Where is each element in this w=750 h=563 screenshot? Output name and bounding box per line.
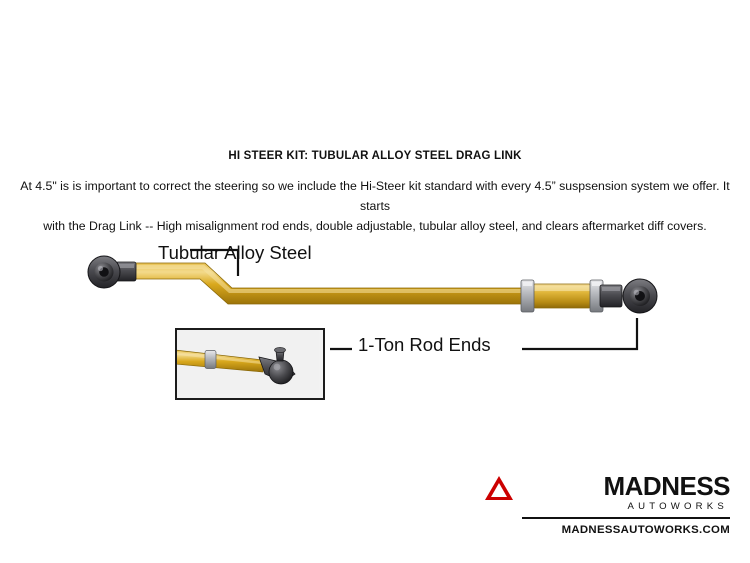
description-line-2: with the Drag Link -- High misalignment rod ends, double adjustable, tubular alloy steel, and clears aftermarket diff covers.: [43, 219, 707, 233]
madness-triangle-icon: [484, 475, 514, 501]
brand-url: MADNESSAUTOWORKS.COM: [561, 524, 730, 536]
brand-subtitle: AUTOWORKS: [627, 501, 728, 512]
adjuster-sleeve: [532, 284, 592, 308]
rod-end-detail-inset: [175, 328, 325, 400]
brand-block: [520, 472, 730, 536]
page-description: [8, 176, 742, 236]
brand-divider: [522, 517, 730, 519]
rod-end-right: [600, 279, 657, 313]
rod-end-left: [88, 256, 136, 288]
description-line-1: At 4.5" is is important to correct the steering so we include the Hi-Steer kit standard with every 4.5” suspsension system we offer. It starts: [20, 179, 730, 213]
callout-one-ton-rod-ends: 1-Ton Rod Ends: [358, 334, 491, 355]
page-title: HI STEER KIT: TUBULAR ALLOY STEEL DRAG LINK: [228, 150, 522, 162]
callout-tubular-alloy-steel: Tubular Alloy Steel: [158, 242, 312, 263]
brand-name: MADNESS: [603, 471, 730, 501]
drag-link-illustration: [0, 230, 750, 340]
rod-end-detail-image: [177, 330, 319, 394]
clamp-collar-left: [521, 280, 534, 312]
